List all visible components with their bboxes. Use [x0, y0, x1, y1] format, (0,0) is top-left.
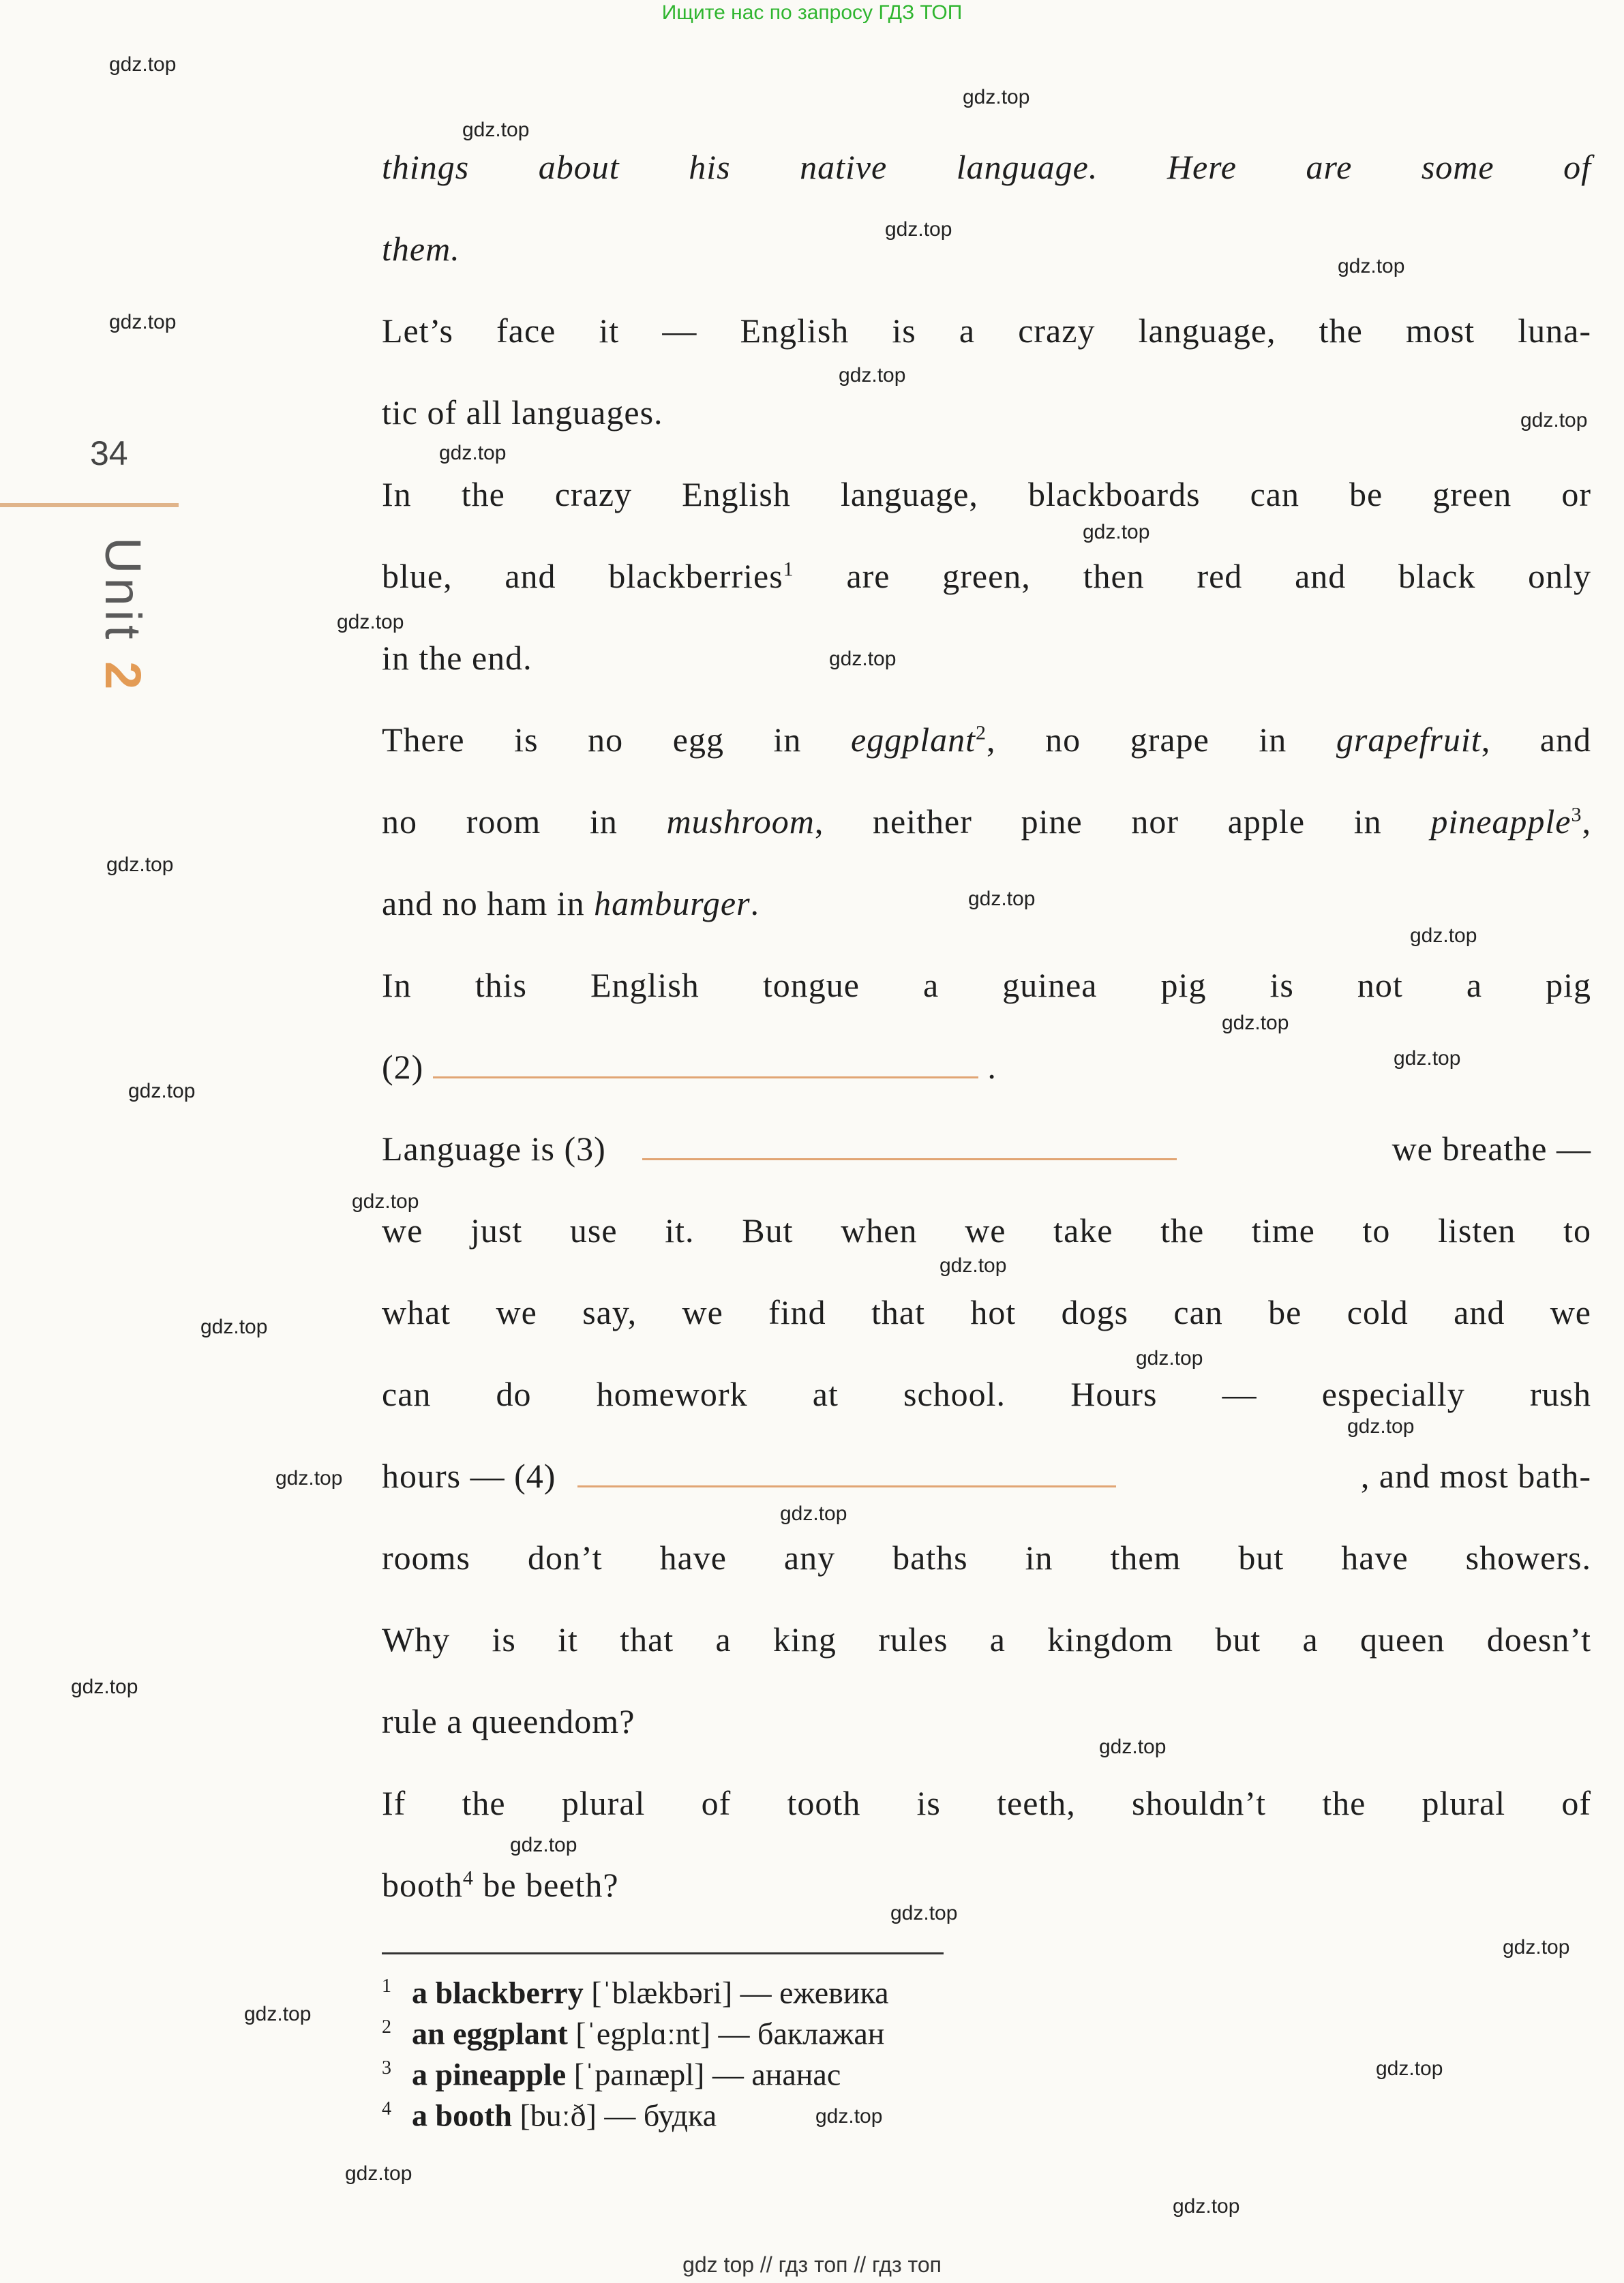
text-fragment: booth: [382, 1866, 463, 1904]
watermark: gdz.top: [439, 442, 507, 464]
text-fragment: , neither pine nor apple in: [814, 802, 1431, 841]
gap-number: hours — (4): [382, 1457, 556, 1495]
footnote-ref: 3: [1571, 803, 1582, 826]
text-fragment: There is no egg in: [382, 721, 852, 759]
footnote-word: a blackberry: [412, 1975, 584, 2010]
watermark: gdz.top: [1173, 2195, 1240, 2218]
text-line: [382, 1125, 1591, 1173]
text-fragment: , and: [1481, 721, 1591, 759]
text-line: [382, 1043, 1591, 1091]
footnote-ref: 2: [976, 721, 987, 744]
text-fragment: , no grape in: [987, 721, 1336, 759]
text-line: them.: [382, 230, 460, 268]
footnote: [382, 2007, 884, 2054]
footnote-translation: [ˈblækbəri] — ежевика: [583, 1975, 889, 2010]
italic-word: eggplant: [851, 721, 976, 759]
bottom-banner[interactable]: gdz top // гдз топ // гдз топ: [682, 2252, 942, 2277]
text-line: tic of all languages.: [382, 393, 663, 432]
watermark: gdz.top: [1338, 255, 1405, 277]
watermark: gdz.top: [839, 364, 906, 387]
watermark: gdz.top: [345, 2162, 412, 2185]
footnote-number: 4: [382, 2098, 391, 2119]
text-line: in the end.: [382, 639, 532, 677]
text-line: can do homework at school. Hours — especially rush: [382, 1375, 1591, 1413]
text-fragment: blue, and blackberries: [382, 557, 783, 595]
watermark: gdz.top: [1410, 924, 1477, 947]
watermark: gdz.top: [1394, 1047, 1461, 1070]
watermark: gdz.top: [462, 119, 530, 141]
text-line: Let’s face it — English is a crazy language, the most luna-: [382, 312, 1591, 350]
answer-blank-2[interactable]: [433, 1046, 978, 1078]
text-line: rule a queendom?: [382, 1702, 635, 1740]
text-line: [382, 879, 1591, 927]
footnote-word: an eggplant: [412, 2016, 568, 2051]
watermark: gdz.top: [1376, 2057, 1443, 2080]
page-number: 34: [90, 434, 128, 472]
watermark: gdz.top: [968, 888, 1036, 910]
unit-number: 2: [95, 661, 151, 694]
unit-divider: [0, 503, 179, 507]
footnote-word: a booth: [412, 2098, 512, 2133]
footnote-word: a pineapple: [412, 2057, 567, 2092]
watermark: gdz.top: [780, 1502, 847, 1525]
watermark: gdz.top: [1099, 1736, 1167, 1758]
text-fragment: we breathe —: [1392, 1130, 1591, 1168]
watermark: gdz.top: [337, 611, 404, 633]
watermark: gdz.top: [1503, 1936, 1570, 1959]
text-fragment: no room in: [382, 802, 667, 841]
watermark: gdz.top: [885, 218, 952, 241]
text-line: If the plural of tooth is teeth, shouldn’t the plural of: [382, 1784, 1591, 1822]
footnote-translation: [buːð] — будка: [511, 2098, 717, 2133]
text-fragment: and no ham in: [382, 884, 595, 922]
footnote: [382, 2048, 841, 2095]
footnote-translation: [ˈegplɑːnt] — баклажан: [567, 2016, 885, 2051]
footnote-divider: [382, 1952, 944, 1954]
footnote: [382, 2089, 717, 2136]
gap-number: Language is (3): [382, 1130, 606, 1168]
unit-label: [94, 537, 152, 693]
text-line: [382, 552, 1591, 600]
text-fragment: are green, then red and black only: [794, 557, 1591, 595]
footnote-number: 3: [382, 2057, 391, 2078]
footnote-ref: 4: [462, 1866, 474, 1890]
watermark: gdz.top: [1520, 409, 1588, 432]
footnote: [382, 1966, 889, 2013]
italic-word: hamburger: [594, 884, 751, 922]
footnote-number: 1: [382, 1976, 391, 1997]
text-line: In the crazy English language, blackboards can be green or: [382, 475, 1591, 513]
text-line: Why is it that a king rules a kingdom but a queen doesn’t: [382, 1620, 1591, 1659]
watermark: gdz.top: [109, 53, 177, 76]
text-fragment: .: [750, 884, 760, 922]
footnote-number: 2: [382, 2016, 391, 2038]
footnote-ref: 1: [783, 558, 794, 581]
gap-number: (2): [382, 1048, 424, 1086]
answer-blank-4[interactable]: [577, 1455, 1116, 1487]
text-line: [382, 1452, 1591, 1500]
unit-word: Unit: [95, 537, 151, 644]
text-fragment: , and most bath-: [1360, 1457, 1591, 1495]
watermark: gdz.top: [200, 1316, 268, 1338]
answer-blank-3[interactable]: [642, 1128, 1177, 1160]
watermark: gdz.top: [890, 1902, 958, 1924]
italic-word: pineapple: [1430, 802, 1572, 841]
watermark: gdz.top: [1222, 1012, 1289, 1034]
top-banner[interactable]: Ищите нас по запросу ГДЗ ТОП: [661, 1, 963, 24]
text-fragment: .: [987, 1048, 997, 1086]
watermark: gdz.top: [275, 1467, 343, 1490]
text-line: [382, 1861, 1591, 1909]
watermark: gdz.top: [1136, 1347, 1203, 1370]
italic-word: mushroom: [666, 802, 815, 841]
text-line: [382, 716, 1591, 763]
text-line: rooms don’t have any baths in them but have showers.: [382, 1539, 1591, 1577]
watermark: gdz.top: [1347, 1415, 1415, 1438]
watermark: gdz.top: [128, 1080, 196, 1102]
footnote-translation: [ˈpaɪnæpl] — ананас: [566, 2057, 841, 2092]
text-line: we just use it. But when we take the time to listen to: [382, 1211, 1591, 1250]
text-fragment: ,: [1582, 802, 1591, 841]
text-line: what we say, we find that hot dogs can be cold and we: [382, 1293, 1591, 1331]
text-line: In this English tongue a guinea pig is not a pig: [382, 966, 1591, 1004]
watermark: gdz.top: [815, 2105, 883, 2128]
watermark: gdz.top: [829, 648, 897, 670]
watermark: gdz.top: [244, 2003, 312, 2025]
watermark: gdz.top: [109, 311, 177, 333]
watermark: gdz.top: [352, 1190, 419, 1213]
text-line: things about his native language. Here are some of: [382, 148, 1591, 186]
watermark: gdz.top: [106, 853, 174, 876]
watermark: gdz.top: [71, 1676, 138, 1698]
watermark: gdz.top: [963, 86, 1030, 108]
italic-word: grapefruit: [1336, 721, 1482, 759]
text-line: [382, 798, 1591, 845]
watermark: gdz.top: [510, 1834, 577, 1856]
watermark: gdz.top: [1083, 521, 1150, 543]
watermark: gdz.top: [939, 1254, 1007, 1277]
text-fragment: be beeth?: [473, 1866, 619, 1904]
